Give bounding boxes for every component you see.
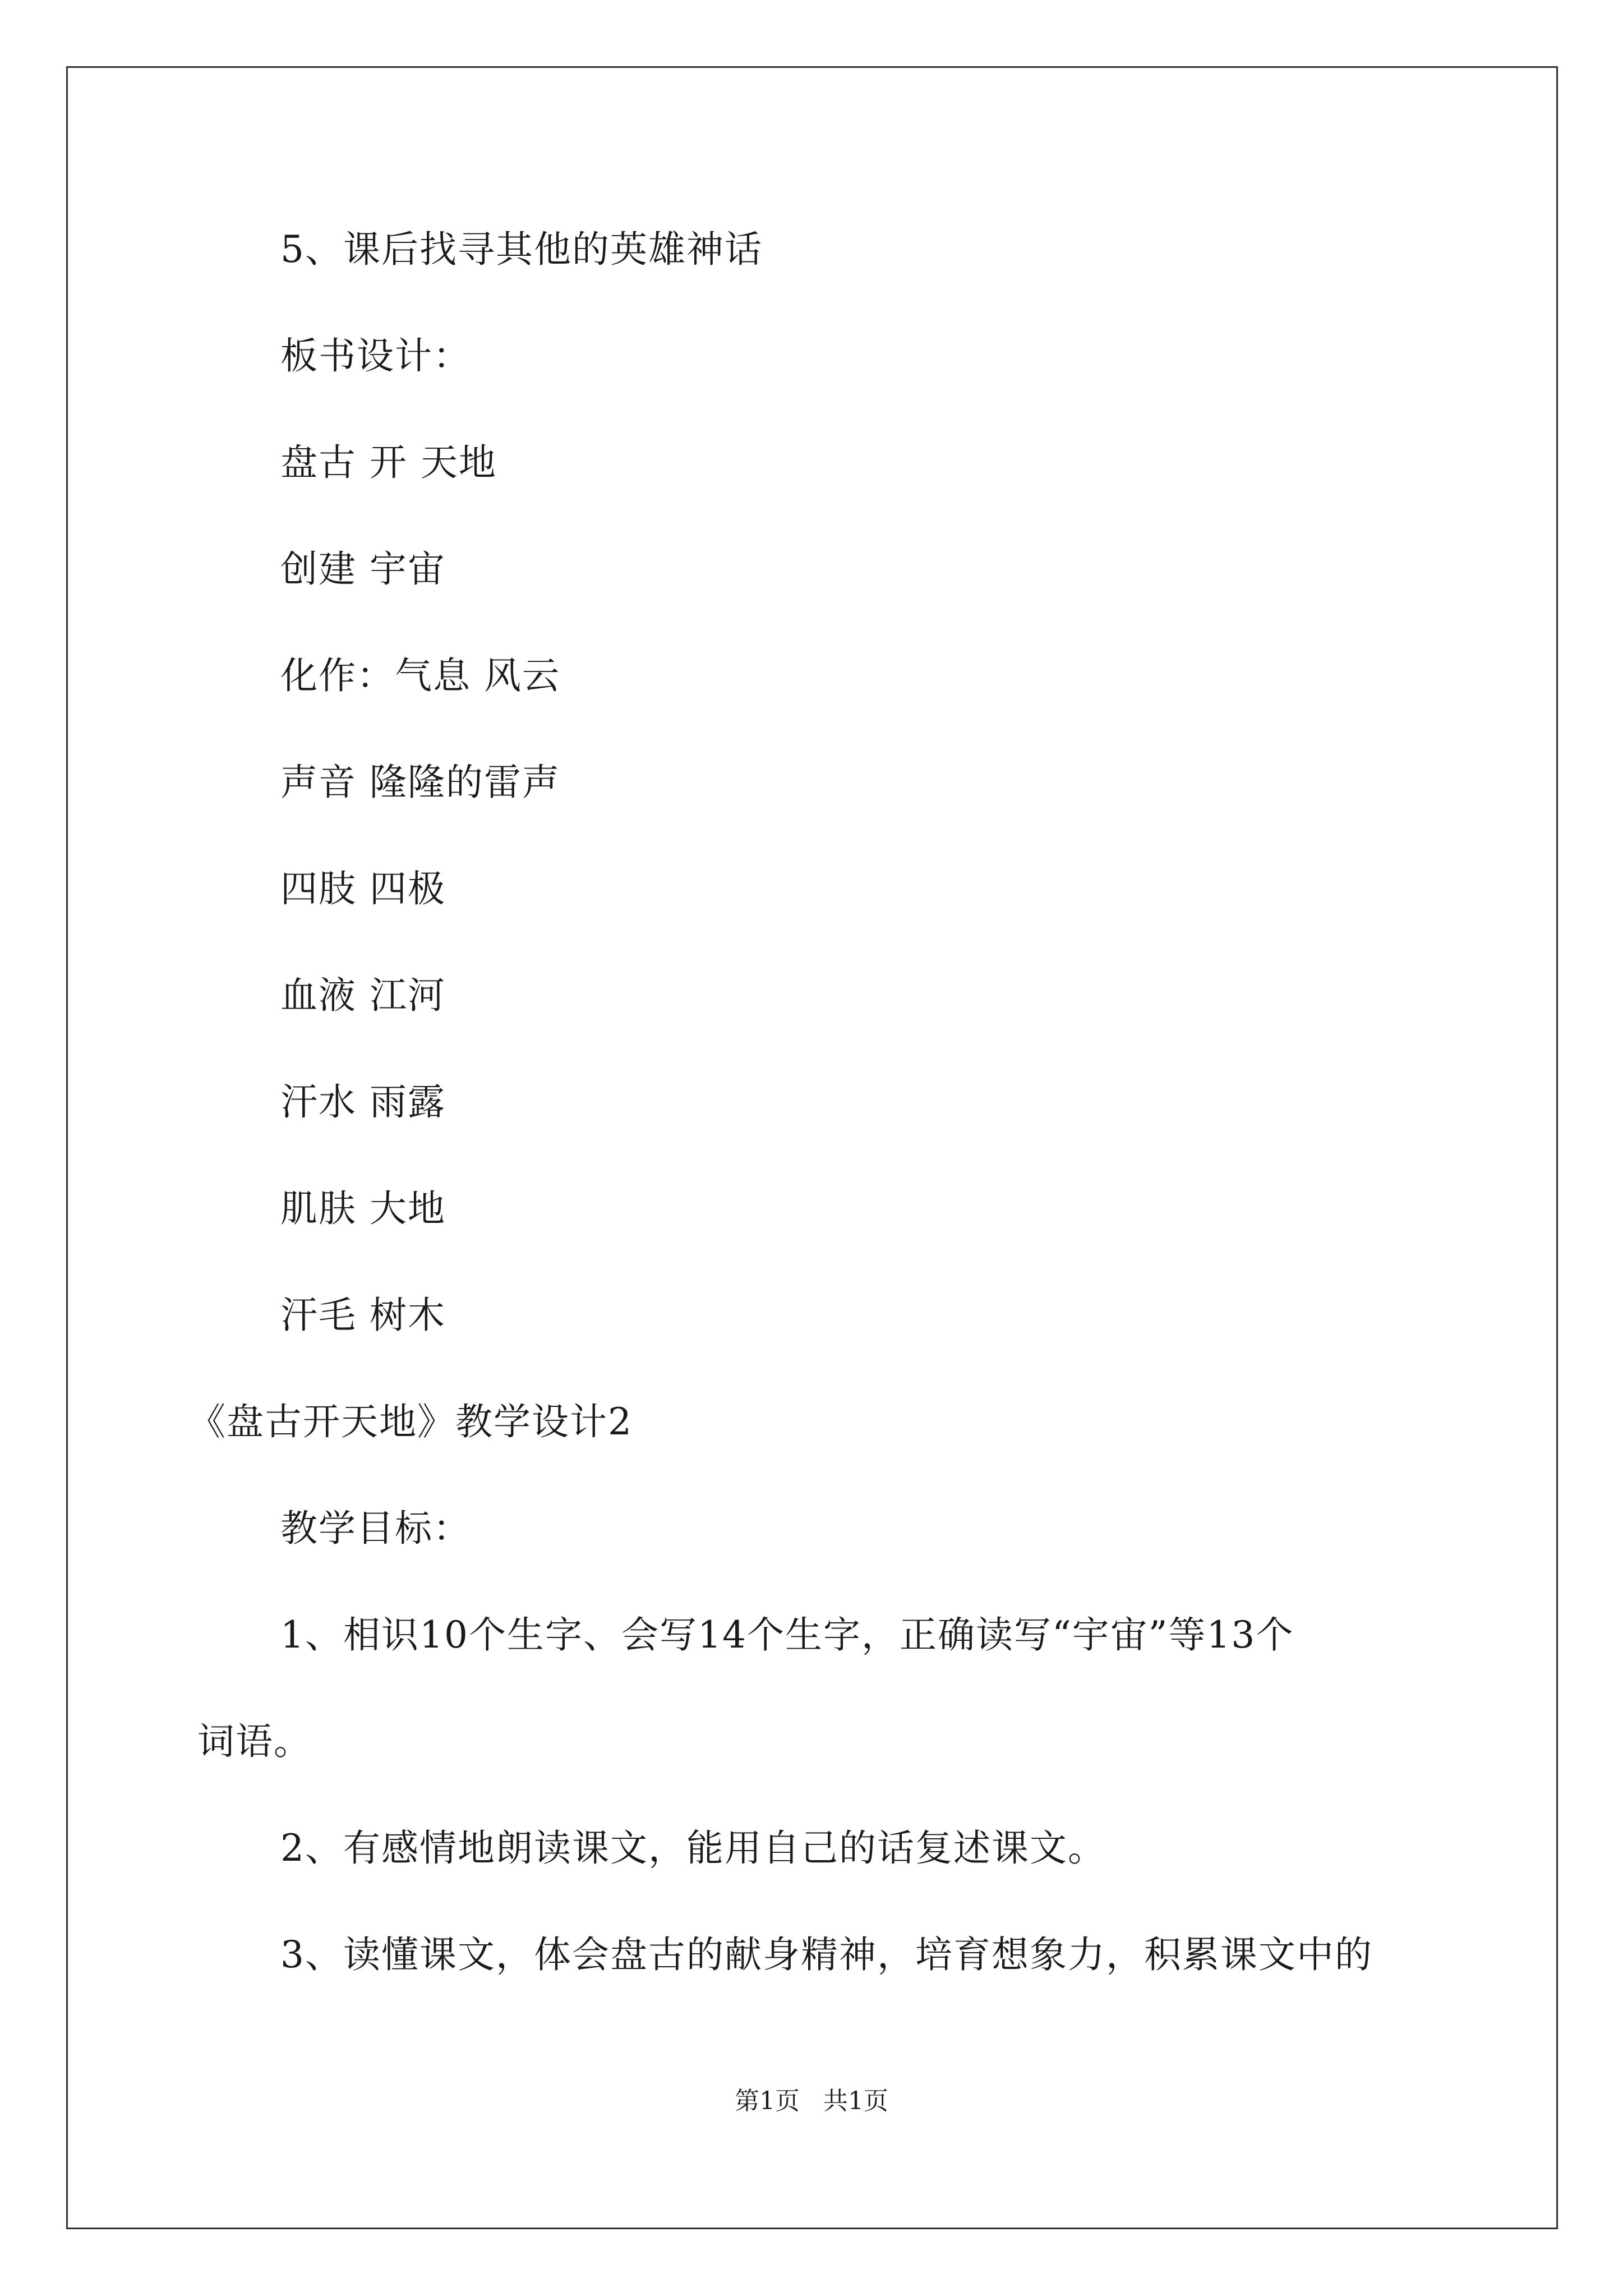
board-line: 血液 江河 xyxy=(280,974,446,1017)
board-line: 肌肤 大地 xyxy=(280,1187,446,1230)
goal-item-2: 2、有感情地朗读课文，能用自己的话复述课文。 xyxy=(280,1826,1106,1870)
board-line: 汗毛 树木 xyxy=(280,1294,446,1337)
goals-heading: 教学目标： xyxy=(280,1507,471,1550)
goal-item-1: 1、相识10个生字、会写14个生字，正确读写“宇宙”等13个 xyxy=(280,1613,1294,1657)
page-border xyxy=(66,66,1558,2229)
board-design-heading: 板书设计： xyxy=(280,334,471,378)
board-line: 声音 隆隆的雷声 xyxy=(280,761,560,804)
section-title: 《盘古开天地》教学设计2 xyxy=(188,1400,633,1443)
page-number-footer: 第1页 共1页 xyxy=(735,2087,888,2115)
homework-item: 5、课后找寻其他的英雄神话 xyxy=(280,228,763,271)
board-line: 四肢 四极 xyxy=(280,867,446,910)
board-line: 创建 宇宙 xyxy=(280,547,446,591)
goal-item-1-continuation: 词语。 xyxy=(197,1720,312,1763)
board-line: 化作：气息 风云 xyxy=(280,654,560,697)
goal-item-3: 3、读懂课文，体会盘古的献身精神，培育想象力，积累课文中的 xyxy=(280,1933,1373,1976)
board-line: 盘古 开 天地 xyxy=(280,441,497,484)
board-line: 汗水 雨露 xyxy=(280,1080,446,1124)
